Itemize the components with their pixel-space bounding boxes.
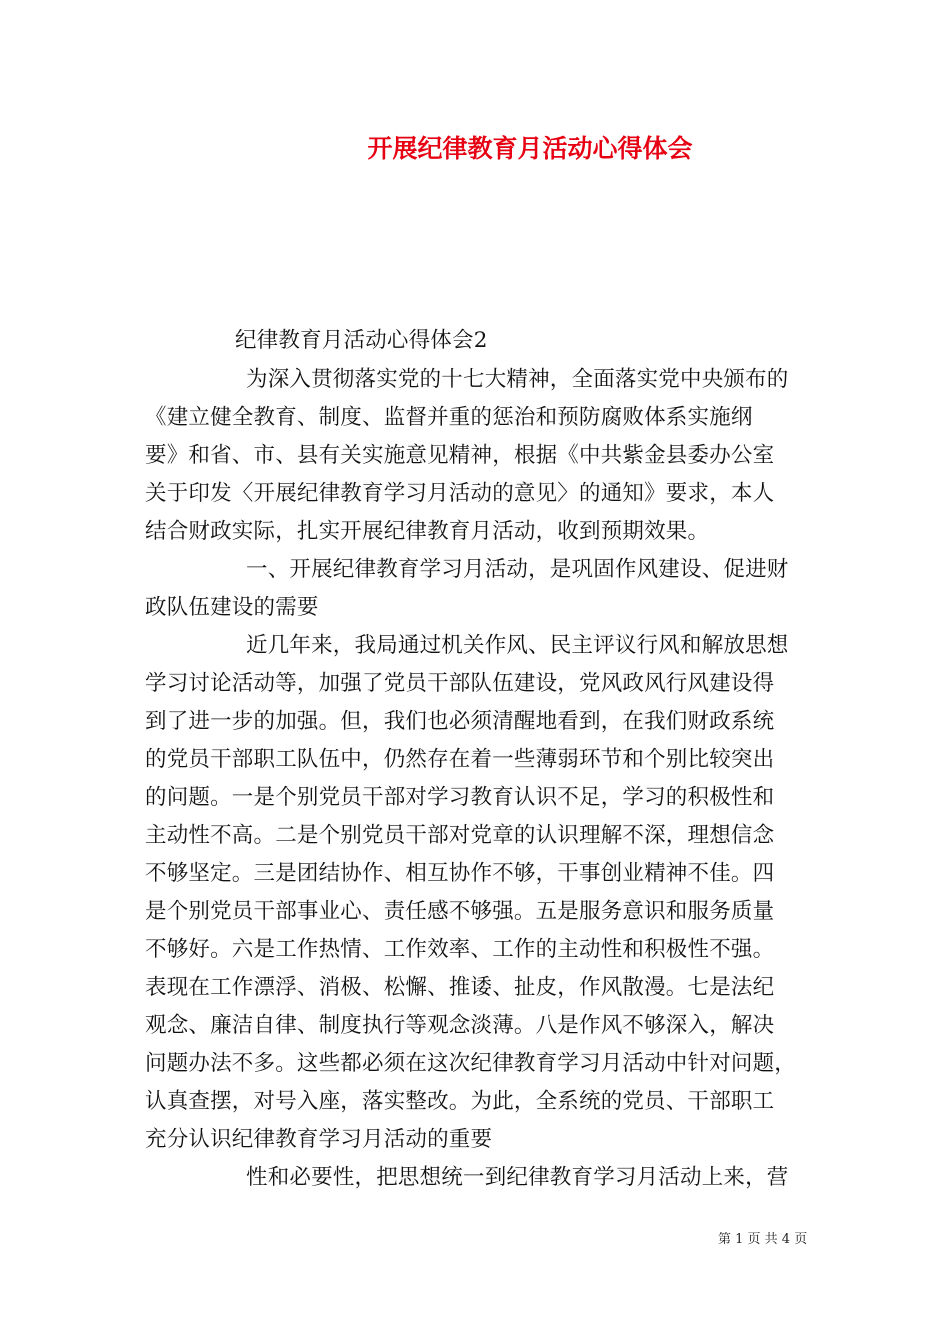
document-subtitle: 纪律教育月活动心得体会2 [235,328,488,353]
body-line: 近几年来，我局通过机关作风、民主评议行风和解放思想 [246,633,789,658]
body-line: 结合财政实际，扎实开展纪律教育月活动，收到预期效果。 [145,519,710,544]
body-line: 不够坚定。三是团结协作、相互协作不够，干事创业精神不佳。四 [145,861,775,886]
body-line: 的党员干部职工队伍中，仍然存在着一些薄弱环节和个别比较突出 [145,747,775,772]
body-line: 观念、廉洁自律、制度执行等观念淡薄。八是作风不够深入，解决 [145,1013,775,1038]
page-number: 第 1 页 共 4 页 [718,1232,808,1247]
document-title: 开展纪律教育月活动心得体会 [367,134,693,163]
body-line: 性和必要性，把思想统一到纪律教育学习月活动上来，营 [246,1165,789,1190]
body-line: 的问题。一是个别党员干部对学习教育认识不足，学习的积极性和 [145,785,775,810]
body-line: 问题办法不多。这些都必须在这次纪律教育学习月活动中针对问题， [145,1051,797,1076]
body-line: 不够好。六是工作热情、工作效率、工作的主动性和积极性不强。 [145,937,775,962]
body-line: 要》和省、市、县有关实施意见精神，根据《中共紫金县委办公室 [145,443,775,468]
section-heading-line: 一、开展纪律教育学习月活动，是巩固作风建设、促进财 [246,557,789,582]
body-line: 认真查摆，对号入座，落实整改。为此，全系统的党员、干部职工 [145,1089,775,1114]
body-line: 学习讨论活动等，加强了党员干部队伍建设，党风政风行风建设得 [145,671,775,696]
body-line: 充分认识纪律教育学习月活动的重要 [145,1127,493,1152]
body-line: 表现在工作漂浮、消极、松懈、推诿、扯皮，作风散漫。七是法纪 [145,975,775,1000]
section-heading-line: 政队伍建设的需要 [145,595,319,620]
body-line: 主动性不高。二是个别党员干部对党章的认识理解不深，理想信念 [145,823,775,848]
body-line: 是个别党员干部事业心、责任感不够强。五是服务意识和服务质量 [145,899,775,924]
body-line: 关于印发〈开展纪律教育学习月活动的意见〉的通知》要求，本人 [145,481,775,506]
body-line: 到了进一步的加强。但，我们也必须清醒地看到，在我们财政系统 [145,709,775,734]
body-line: 为深入贯彻落实党的十七大精神，全面落实党中央颁布的 [246,367,789,392]
body-line: 《建立健全教育、制度、监督并重的惩治和预防腐败体系实施纲 [145,405,753,430]
